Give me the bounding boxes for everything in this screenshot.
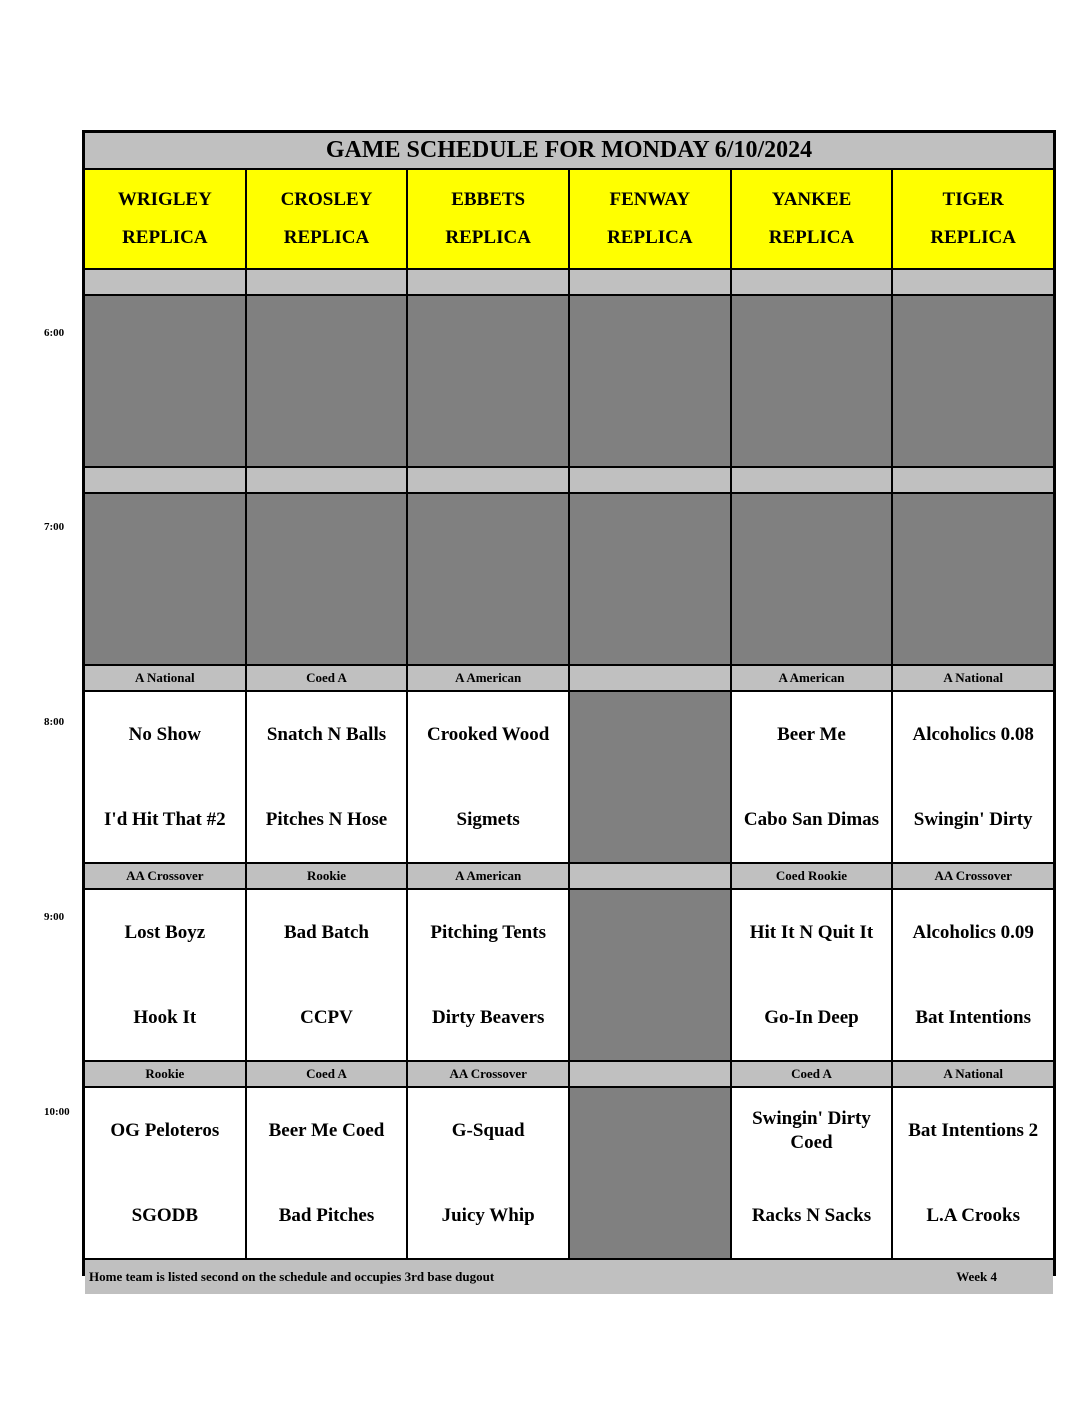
division-label [570,468,730,492]
away-team: Bad Batch [283,921,369,943]
division-label [247,468,407,492]
away-team: Swingin' Dirty Coed [752,1107,871,1153]
game-cell [893,692,1053,862]
empty-slot [570,1088,730,1258]
empty-slot [570,890,730,1060]
away-team: Bat Intentions 2 [908,1119,1039,1141]
away-team: Lost Boyz [124,921,206,943]
field-type: REPLICA [607,227,693,248]
division-label: A American [408,864,568,888]
empty-slot [247,494,407,664]
field-header [570,170,730,268]
field-type: REPLICA [930,227,1016,248]
division-label [85,270,245,294]
division-label [570,270,730,294]
game-cell [408,1088,568,1258]
game-cell [732,692,892,862]
empty-slot [247,296,407,466]
home-team: Juicy Whip [441,1204,535,1226]
division-label [408,468,568,492]
field-name: WRIGLEY [117,189,212,210]
home-team: Sigmets [456,808,520,830]
away-team: Alcoholics 0.09 [912,921,1034,943]
away-team: No Show [128,723,201,745]
away-team: Hit It N Quit It [749,921,874,943]
home-team: Cabo San Dimas [743,808,880,830]
game-cell [893,1088,1053,1258]
field-header [732,170,892,268]
division-label: AA Crossover [85,864,245,888]
game-cell [732,1088,892,1258]
field-name: TIGER [942,189,1004,210]
away-team: Pitching Tents [430,921,546,943]
division-label: Coed A [732,1062,892,1086]
empty-slot [85,494,245,664]
field-type: REPLICA [283,227,370,248]
division-label: AA Crossover [408,1062,568,1086]
game-cell [247,692,407,862]
division-label [247,270,407,294]
empty-slot [570,494,730,664]
away-team: G-Squad [451,1119,525,1141]
week-label: Week 4 [956,1269,997,1284]
game-cell [408,890,568,1060]
away-team: Beer Me [777,723,846,745]
division-label: Coed Rookie [732,864,892,888]
home-team: CCPV [300,1006,353,1028]
home-team: L.A Crooks [926,1204,1020,1226]
schedule-footer [85,1260,1053,1294]
division-label: Coed A [247,666,407,690]
game-cell [732,890,892,1060]
empty-slot [893,296,1053,466]
field-name: YANKEE [771,189,852,210]
home-team: SGODB [131,1204,199,1226]
division-label: A National [85,666,245,690]
game-cell [247,890,407,1060]
division-label [732,468,892,492]
home-team: Racks N Sacks [751,1204,872,1226]
game-cell [85,692,245,862]
division-label [893,270,1053,294]
away-team: OG Peloteros [110,1119,220,1141]
empty-slot [85,296,245,466]
empty-slot [408,494,568,664]
home-team: I'd Hit That #2 [104,808,226,830]
away-team: Alcoholics 0.08 [912,723,1034,745]
field-type: REPLICA [768,227,855,248]
home-team: Bat Intentions [915,1006,1031,1028]
field-name: CROSLEY [280,189,373,210]
division-label: A National [893,666,1053,690]
game-cell [408,692,568,862]
field-header [85,170,245,268]
division-label: A American [732,666,892,690]
division-label [570,666,730,690]
home-team: Dirty Beavers [431,1006,545,1028]
field-type: REPLICA [122,227,208,248]
game-cell [85,1088,245,1258]
division-label: Rookie [247,864,407,888]
field-header [247,170,407,268]
home-team: Go-In Deep [764,1006,859,1028]
away-team: Crooked Wood [427,723,550,745]
empty-slot [570,692,730,862]
field-name: FENWAY [609,189,691,210]
division-label: Coed A [247,1062,407,1086]
empty-slot [408,296,568,466]
field-name: EBBETS [451,189,526,210]
game-cell [85,890,245,1060]
time-label: 7:00 [44,521,65,533]
empty-slot [732,494,892,664]
game-cell [893,890,1053,1060]
division-label [732,270,892,294]
field-header [893,170,1053,268]
division-label [893,468,1053,492]
schedule-title: GAME SCHEDULE FOR MONDAY 6/10/2024 [85,133,1053,168]
empty-slot [570,296,730,466]
field-header [408,170,568,268]
division-label [85,468,245,492]
field-type: REPLICA [445,227,531,248]
division-label: Rookie [85,1062,245,1086]
home-team: Bad Pitches [278,1204,375,1226]
empty-slot [732,296,892,466]
home-team: Pitches N Hose [265,808,388,830]
division-label [570,864,730,888]
time-label: 6:00 [44,327,65,339]
home-team: Swingin' Dirty [913,808,1033,830]
game-cell [247,1088,407,1258]
division-label [570,1062,730,1086]
division-label: A American [408,666,568,690]
division-label [408,270,568,294]
time-label: 8:00 [44,716,65,728]
schedule-table [82,130,1056,1284]
empty-slot [893,494,1053,664]
footer-note: Home team is listed second on the schedule and occupies 3rd base dugout [89,1269,495,1284]
division-label: A National [893,1062,1053,1086]
time-label: 10:00 [44,1106,70,1118]
away-team: Beer Me Coed [268,1119,385,1141]
away-team: Snatch N Balls [266,723,387,745]
time-label: 9:00 [44,911,65,923]
home-team: Hook It [133,1006,197,1028]
division-label: AA Crossover [893,864,1053,888]
